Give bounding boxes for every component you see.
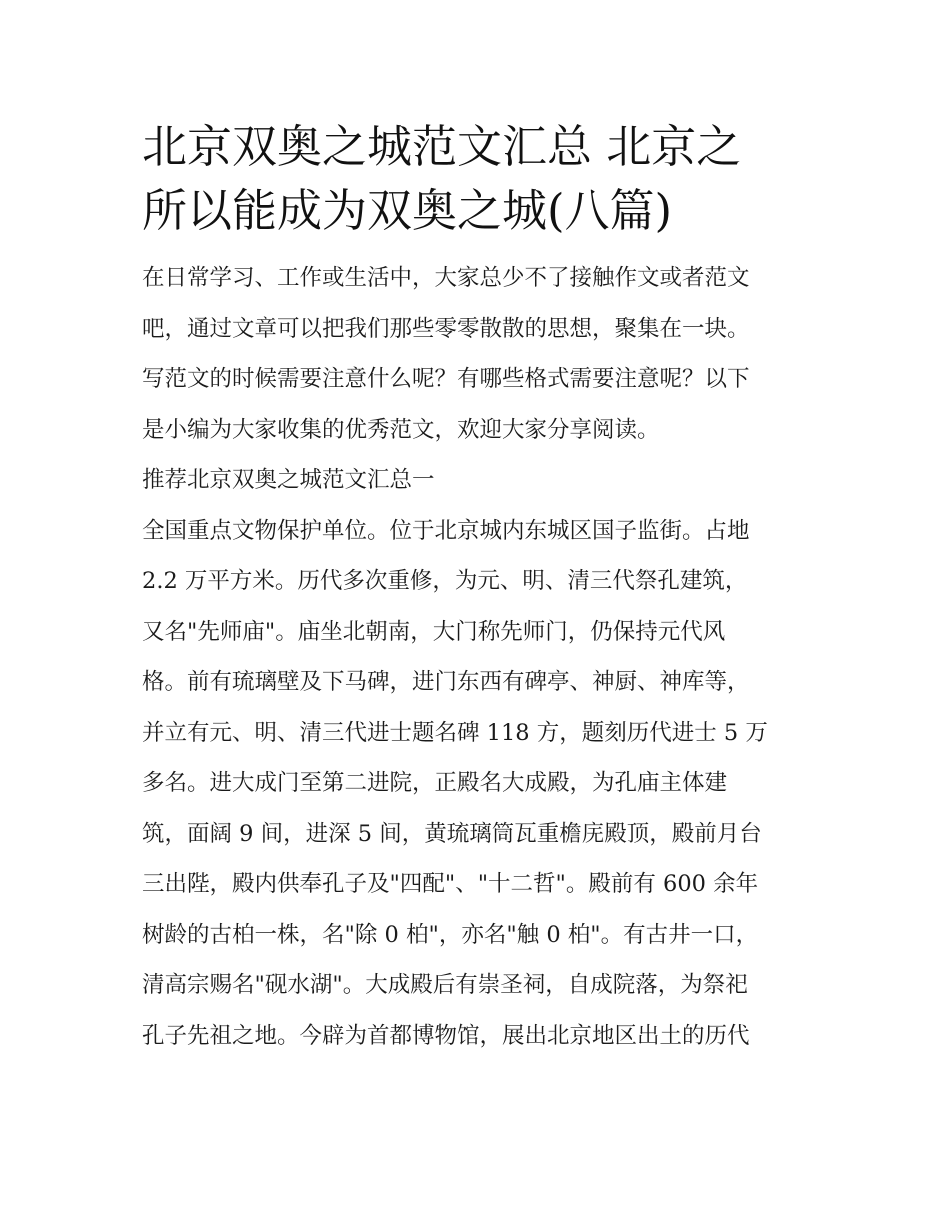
section-heading: 推荐北京双奥之城范文汇总一: [142, 467, 435, 493]
document-title: [142, 115, 814, 243]
body-line: 又名"先师庙"。庙坐北朝南，大门称先师门，仍保持元代风: [142, 618, 726, 645]
body-line: 多名。进大成门至第二进院，正殿名大成殿，为孔庙主体建: [142, 770, 728, 796]
body-line: 2.2 万平方米。历代多次重修，为元、明、清三代祭孔建筑，: [142, 568, 748, 594]
body-line: 格。前有琉璃壁及下马碑，进门东西有碑亭、神厨、神库等，: [142, 669, 750, 695]
intro-line: 在日常学习、工作或生活中，大家总少不了接触作文或者范文: [142, 265, 750, 291]
body-line: 筑，面阔 9 间，进深 5 间，黄琉璃筒瓦重檐庑殿顶，殿前月台: [142, 820, 762, 847]
intro-line: 吧，通过文章可以把我们那些零零散散的思想，聚集在一块。: [142, 315, 750, 342]
intro-paragraph: [142, 253, 814, 455]
intro-line: 是小编为大家收集的优秀范文，欢迎大家分享阅读。: [142, 416, 660, 443]
title-line: 所以能成为双奥之城(八篇): [142, 184, 673, 237]
body-line: 孔子先祖之地。今辟为首都博物馆，展出北京地区出土的历代: [142, 1022, 750, 1049]
document-content: [142, 115, 814, 1061]
body-line: 树龄的古柏一株，名"除 0 柏"，亦名"触 0 柏"。有古井一口，: [142, 921, 759, 948]
body-line: 全国重点文物保护单位。位于北京城内东城区国子监街。占地: [142, 517, 750, 544]
body-line: 并立有元、明、清三代进士题名碑 118 方，题刻历代进士 5 万: [142, 719, 768, 746]
intro-line: 写范文的时候需要注意什么呢？有哪些格式需要注意呢？以下: [142, 366, 750, 392]
body-line: 清高宗赐名"砚水湖"。大成殿后有崇圣祠，自成院落，为祭祀: [142, 972, 748, 998]
body-paragraph: [142, 506, 814, 1062]
body-line: 三出陛，殿内供奉孔子及"四配"、"十二哲"。殿前有 600 余年: [142, 871, 759, 897]
title-line: 北京双奥之城范文汇总 北京之: [142, 120, 742, 173]
